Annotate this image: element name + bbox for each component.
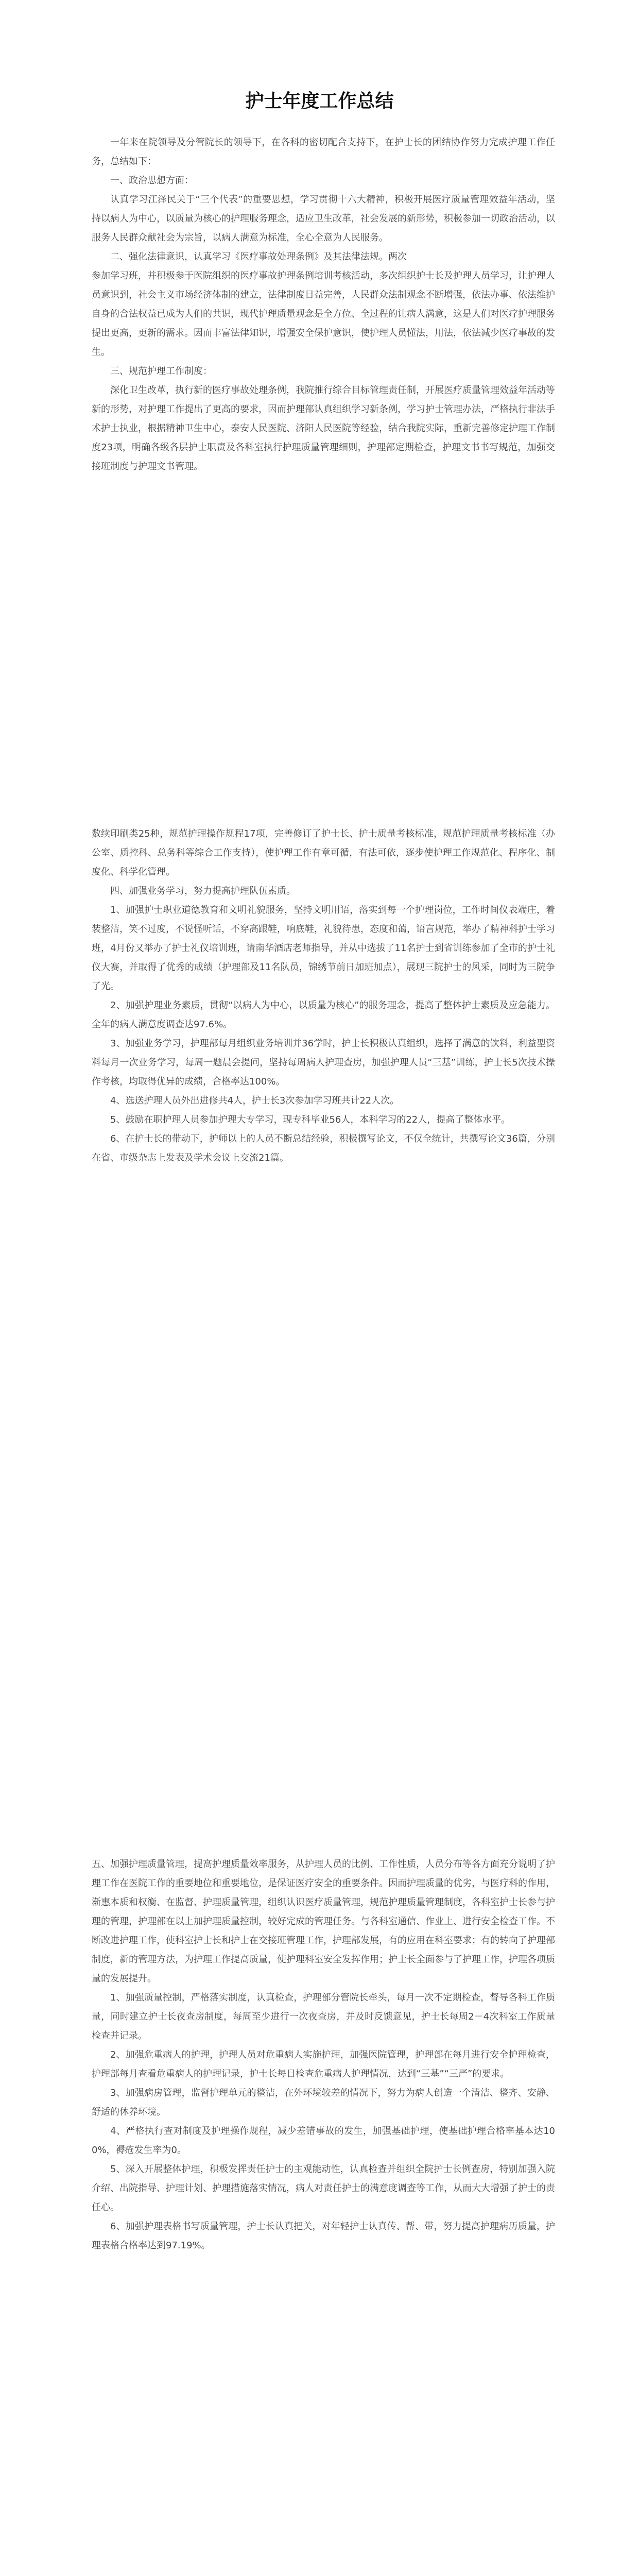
section-5-paragraph: 五、加强护理质量管理，提高护理质量效率服务，从护理人员的比例、工作性质，人员分布等各方面充分说明了护理工作在医院工作的重要地位和重要地位，是保证医疗安全的重要条件。因而护理质量的优劣，与医疗科的作用，渐惠本质和权衡、在监督、护理质量管理，组织认识医疗质量管理，规范护理质量管理制度，各科室护士长参与护理的管理，护理部在以上加护理质量控制，较好完成的管理任务。与各科室通信、作业上、进行安全检查工作。不断改进护理工作，使科室护士长和护士在交接班管理工作，护理部发展，有的应用在科室要求；有的转向了护理部制度，新的管理方法，为护理工作提高质量，使护理科室安全发挥作用；护士长全面参与了护理工作，护理各项质量的发展提升。: [92, 1859, 555, 1984]
section-4-heading: 四、加强业务学习，努力提高护理队伍素质。: [110, 886, 296, 896]
section-5-item-5: 5、深入开展整体护理，积极发挥责任护士的主观能动性，认真检查并组织全院护士长例查房，特别加强入院介绍、出院指导、护理计划、护理措施落实情况，病人对责任护士的满意度调查等工作，从而大大增强了护士的责任心。: [92, 2164, 555, 2213]
section-5-item-6: 6、加强护理表格书写质量管理，护士长认真把关，对年轻护士认真传、帮、带，努力提高护理病历质量，护理表格合格率达到97.19%。: [92, 2221, 555, 2251]
section-4-item-5: 5、鼓励在职护理人员参加护理大专学习，现专科毕业56人，本科学习的22人，提高了整体水平。: [110, 1114, 511, 1125]
section-2-paragraph: 参加学习班，并积极参于医院组织的医疗事故护理条例培训考核活动，多次组织护士长及护理人员学习，让护理人员意识到，社会主义市场经济体制的建立，法律制度日益完善，人民群众法制观念不断增强，依法办事、依法维护自身的合法权益已成为人们的共识，现代护理质量观念是全方位、全过程的让病人满意，这是人们对医疗护理服务提出更高，更新的需求。因而丰富法律知识，增强安全保护意识，使护理人员懂法，用法，依法减少医疗事故的发生。: [92, 270, 555, 358]
section-1-paragraph: 认真学习江泽民关于“三个代表”的重要思想，学习贯彻十六大精神，积极开展医疗质量管理效益年活动，坚持以病人为中心，以质量为核心的护理服务理念，适应卫生改革，社会发展的新形势，积极参加一切政治活动，以服务人民群众献社会为宗旨，以病人满意为标准，全心全意为人民服务。: [92, 194, 555, 243]
section-4-item-6: 6、在护士长的带动下，护师以上的人员不断总结经验，积极撰写论文，不仅全统计，共撰写论文36篇，分别在省、市级杂志上发表及学术会议上交流21篇。: [92, 1133, 555, 1163]
section-intro: [92, 133, 555, 476]
section-5-item-1: 1、加强质量控制，严格落实制度，认真检查，护理部分管院长牵头，每月一次不定期检查，督导各科工作质量，同时建立护士长夜查房制度，每周至少进行一次夜查房，并及时反馈意见，护士长每周2－4次科室工作质量检查并记录。: [92, 1992, 555, 2041]
section-5-item-3: 3、加强病房管理，监督护理单元的整洁，在外环境较差的情况下，努力为病人创造一个清洁、整齐、安静、舒适的休养环境。: [92, 2088, 555, 2117]
section-3-paragraph: 深化卫生改革，执行新的医疗事故处理条例，我院推行综合目标管理责任制，开展医疗质量管理效益年活动等新的形势，对护理工作提出了更高的要求，因而护理部认真组织学习新条例，学习护士管理办法，严格执行非法手术护士执业，根据精神卫生中心，泰安人民医院、济阳人民医院等经验，结合我院实际，重新完善修定护理工作制度23项，明确各级各层护士职责及各科室执行护理质量管理细则，护理部定期检查，护理文书书写规范，加强交接班制度与护理文书管理。: [92, 385, 555, 472]
section-3-paragraph-2: 数续印刷类25种，规范护理操作规程17项，完善修订了护士长、护士质量考核标准，规范护理质量考核标准（办公室、质控科、总务科等综合工作支持），使护理工作有章可循，有法可依，逐步使护理工作规范化、程序化、制度化、科学化管理。: [92, 828, 555, 877]
section-3-heading: 三、规范护理工作制度：: [110, 366, 212, 377]
section-4-item-3: 3、加强业务学习，护理部每月组织业务培训并36学时，护士长积极认真组织，选择了满意的饮料，利益型资料每月一次业务学习，每周一题晨会提问，坚持每周病人护理查房，加强护理人员“三基”训练，护士长5次技术操作考核，均取得优异的成绩，合格率达100%。: [92, 1038, 555, 1087]
intro-paragraph: 一年来在院领导及分管院长的领导下，在各科的密切配合支持下，在护士长的团结协作努力完成护理工作任务，总结如下：: [92, 137, 555, 167]
section-2-heading: 二、强化法律意识，认真学习《医疗事故处理条例》及其法律法规。两次: [110, 251, 407, 262]
section-1-heading: 一、政治思想方面：: [110, 175, 194, 186]
section-5-item-2: 2、加强危重病人的护理，护理人员对危重病人实施护理，加强医院管理，护理部在每月进行安全护理检查，护理部每月查看危重病人的护理记录，护士长每日检查危重病人护理情况，达到“三基”“三严”的要求。: [92, 2049, 555, 2079]
section-4-item-4: 4、选送护理人员外出进修共4人，护士长3次参加学习班共计22人次。: [110, 1095, 400, 1106]
section-5-item-4: 4、严格执行查对制度及护理操作规程，减少差错事故的发生，加强基础护理，使基础护理合格率基本达100%，褥疮发生率为0。: [92, 2126, 555, 2156]
section-4-item-1: 1、加强护士职业道德教育和文明礼貌服务，坚持文明用语，落实到每一个护理岗位，工作时间仪表端庄，着装整洁，笑不过度，不说怪听话，不穿高跟鞋，响底鞋，礼貌待患，态度和蔼，语言规范，举办了精神科护士学习班，4月份又举办了护士礼仪培训班，请南华酒店老师指导，并从中选拔了11名护士到省训练参加了全市的护士礼仪大赛，并取得了优秀的成绩（护理部及11名队员，锦绣节前日加班加点），展现三院护士的风采，同时为三院争了光。: [92, 905, 555, 992]
section-4-item-2: 2、加强护理业务素质，贯彻“以病人为中心，以质量为核心”的服务理念，提高了整体护士素质及应急能力。全年的病人满意度调查达97.6%。: [92, 1000, 555, 1030]
section-3-continued: [92, 824, 555, 1167]
section-5: [92, 1855, 555, 2255]
document-title: 护士年度工作总结: [245, 90, 394, 112]
